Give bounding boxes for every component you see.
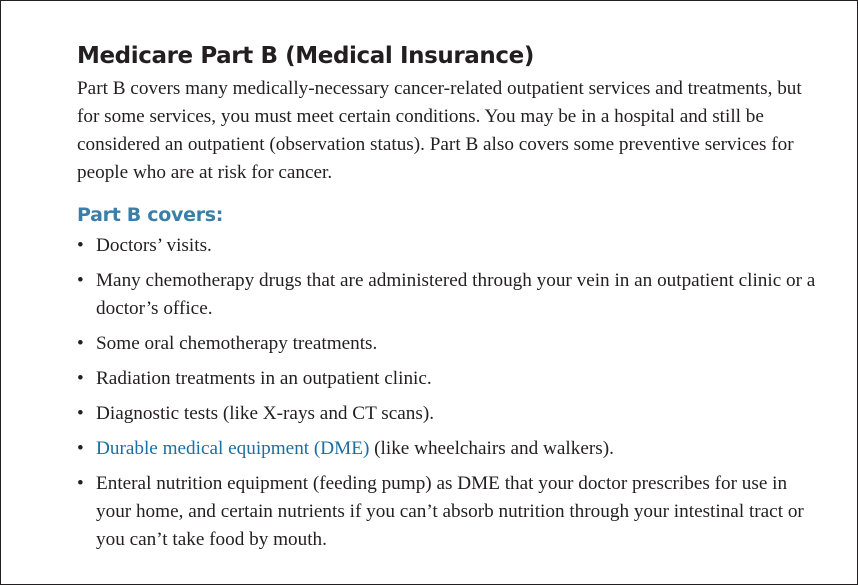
coverage-subheading: Part B covers: [77,204,224,226]
list-item [77,365,817,393]
bullet-icon: • [77,368,84,389]
section-title: Medicare Part B (Medical Insurance) [77,43,534,69]
coverage-list [77,232,817,554]
list-item-text: Diagnostic tests (like X-rays and CT scans). [96,403,435,424]
bullet-icon: • [77,403,84,424]
bullet-icon: • [77,473,84,494]
intro-paragraph: Part B covers many medically-necessary cancer-related outpatient services and treatments, but for some services, you must meet certain conditions. You may be in a hospital and still be considered an outpatient (observation status). Part B also covers some preventive services for people who are at risk for cancer. [77,78,802,183]
list-item-text: Many chemotherapy drugs that are administered through your vein in an outpatient clinic or a doctor’s office. [96,270,816,319]
list-item-text: Doctors’ visits. [96,235,212,256]
bullet-icon: • [77,333,84,354]
list-item [77,267,817,323]
list-item-text: (like wheelchairs and walkers). [369,438,614,459]
list-item [77,232,817,260]
dme-link[interactable]: Durable medical equipment (DME) [96,438,370,459]
list-item [77,400,817,428]
list-item-text: Enteral nutrition equipment (feeding pump) as DME that your doctor prescribes for use in your home, and certain nutrients if you can’t absorb nutrition through your intestinal tract or you can’t take food by mouth. [96,473,804,550]
list-item [77,435,817,463]
bullet-icon: • [77,438,84,459]
list-item [77,470,817,554]
list-item-text: Some oral chemotherapy treatments. [96,333,378,354]
bullet-icon: • [77,270,84,291]
bullet-icon: • [77,235,84,256]
list-item [77,330,817,358]
section-content [77,41,817,561]
list-item-text: Radiation treatments in an outpatient clinic. [96,368,432,389]
